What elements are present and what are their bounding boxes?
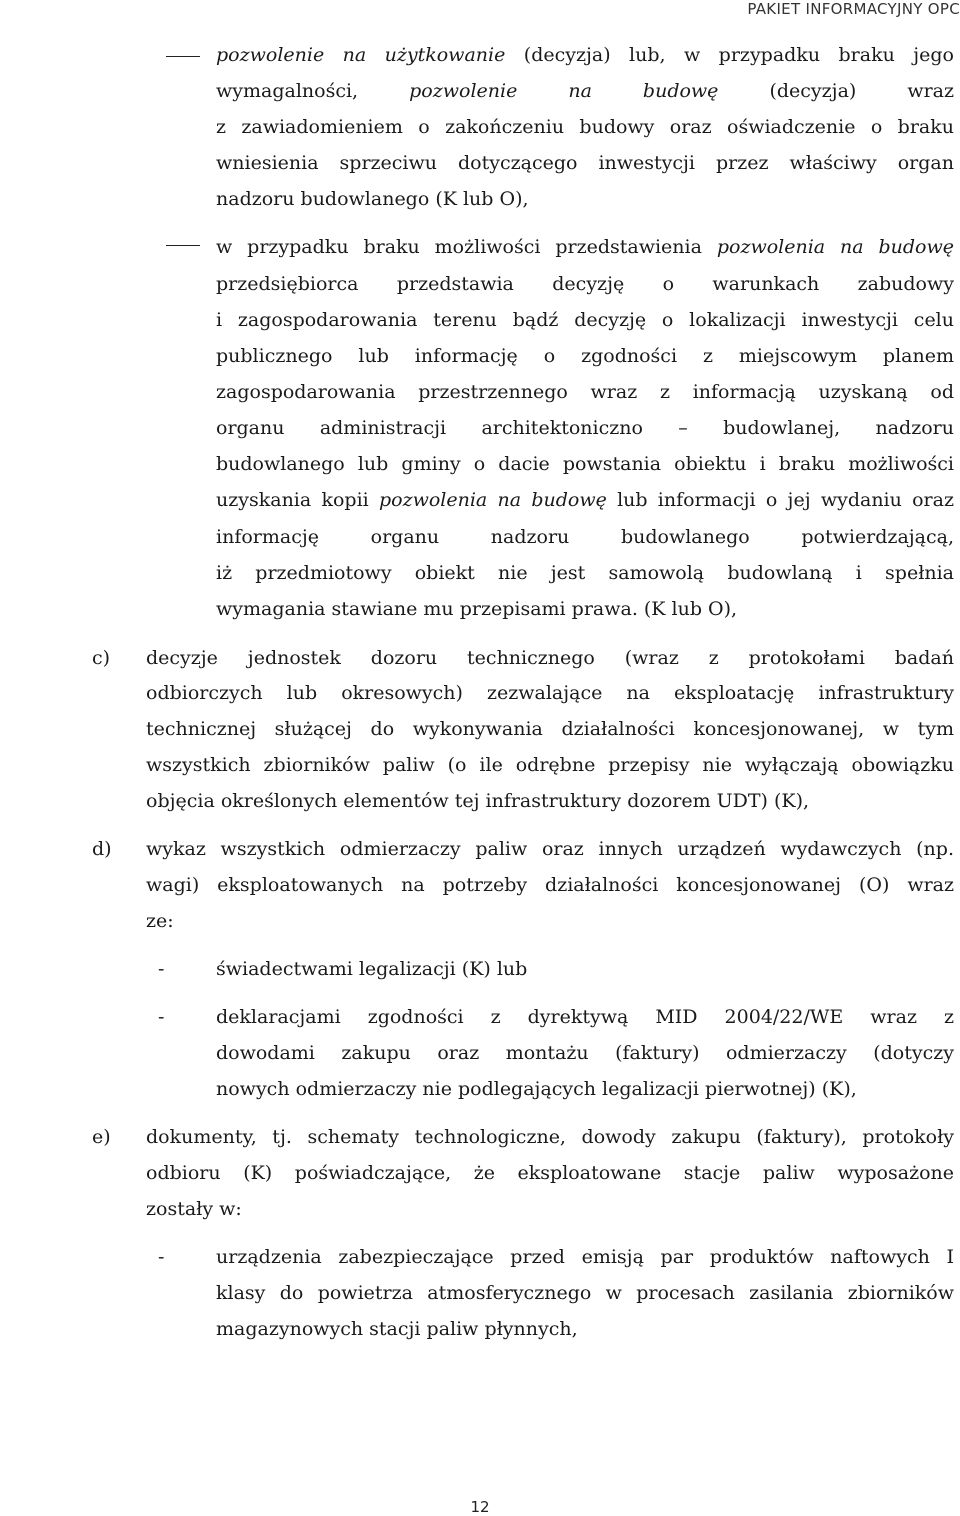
item-d-sub-2-line-2: dowodami zakupu oraz montażu (faktury) odmierzaczy (dotyczy: [216, 1042, 954, 1064]
text-em: pozwolenie na użytkowanie: [216, 44, 506, 66]
item-d-sub-1-line-1: świadectwami legalizacji (K) lub: [216, 958, 528, 980]
text-em: pozwolenia na budowę: [378, 489, 607, 511]
text: (decyzja) lub, w przypadku braku jego: [523, 44, 954, 66]
page-number: 12: [470, 1498, 490, 1516]
bullet-1-line-1: [216, 43, 954, 67]
bullet-2-line-10: iż przedmiotowy obiekt nie jest samowolą budowlaną i spełnia: [216, 562, 954, 584]
bullet-1-line-2: [216, 79, 954, 103]
bullet-1-line-4: wniesienia sprzeciwu dotyczącego inwestycji przez właściwy organ: [216, 152, 954, 174]
bullet-2-line-6: organu administracji architektoniczno – budowlanej, nadzoru: [216, 417, 954, 439]
dash-bullet-marker: [166, 245, 200, 246]
text: w przypadku braku możliwości przedstawienia: [216, 236, 702, 258]
item-d-sub-2-line-3: nowych odmierzaczy nie podlegających legalizacji pierwotnej) (K),: [216, 1078, 857, 1100]
text: lub informacji o jej wydaniu oraz: [617, 489, 954, 511]
item-e-line-3: zostały w:: [146, 1198, 242, 1220]
sub-bullet-marker: -: [158, 958, 165, 980]
item-c-line-4: wszystkich zbiorników paliw (o ile odrębne przepisy nie wyłączają obowiązku: [146, 754, 954, 776]
item-c-line-3: technicznej służącej do wykonywania działalności koncesjonowanej, w tym: [146, 718, 954, 740]
item-marker: c): [92, 647, 111, 669]
item-c-line-2: odbiorczych lub okresowych) zezwalające na eksploatację infrastruktury: [146, 682, 954, 704]
item-c-line-5: objęcia określonych elementów tej infrastruktury dozorem UDT) (K),: [146, 790, 810, 812]
text-em: pozwolenia na budowę: [716, 236, 954, 258]
sub-bullet-marker: -: [158, 1246, 165, 1268]
bullet-2-line-1: [216, 235, 954, 259]
text: uzyskania kopii: [216, 489, 369, 511]
item-c-line-1: decyzje jednostek dozoru technicznego (wraz z protokołami badań: [146, 647, 954, 669]
item-e-sub-1-line-1: urządzenia zabezpieczające przed emisją par produktów naftowych I: [216, 1246, 954, 1268]
document-header: [747, 0, 960, 18]
text-em: pozwolenie na budowę: [409, 80, 719, 102]
sub-bullet-marker: -: [158, 1006, 165, 1028]
item-d-line-2: wagi) eksploatowanych na potrzeby działalności koncesjonowanej (O) wraz: [146, 874, 954, 896]
bullet-2-line-4: publicznego lub informację o zgodności z miejscowym planem: [216, 345, 954, 367]
bullet-2-line-3: i zagospodarowania terenu bądź decyzję o lokalizacji inwestycji celu: [216, 309, 954, 331]
item-e-sub-1-line-2: klasy do powietrza atmosferycznego w procesach zasilania zbiorników: [216, 1282, 954, 1304]
bullet-2-line-2: przedsiębiorca przedstawia decyzję o warunkach zabudowy: [216, 273, 954, 295]
item-d-line-3: ze:: [146, 910, 174, 932]
header-title: PAKIET INFORMACYJNY OPC: [747, 0, 960, 18]
text: (decyzja) wraz: [769, 80, 955, 102]
item-e-line-1: dokumenty, tj. schematy technologiczne, dowody zakupu (faktury), protokoły: [146, 1126, 954, 1148]
item-e-line-2: odbioru (K) poświadczające, że eksploatowane stacje paliw wyposażone: [146, 1162, 954, 1184]
bullet-2-line-5: zagospodarowania przestrzennego wraz z informacją uzyskaną od: [216, 381, 954, 403]
bullet-1-line-3: z zawiadomieniem o zakończeniu budowy oraz oświadczenie o braku: [216, 116, 954, 138]
dash-bullet-marker: [166, 56, 200, 57]
bullet-2-line-9: informację organu nadzoru budowlanego potwierdzającą,: [216, 526, 954, 548]
item-marker: d): [92, 838, 112, 860]
bullet-1-line-5: nadzoru budowlanego (K lub O),: [216, 188, 529, 210]
bullet-2-line-11: wymagania stawiane mu przepisami prawa. (K lub O),: [216, 598, 738, 620]
item-e-sub-1-line-3: magazynowych stacji paliw płynnych,: [216, 1318, 578, 1340]
item-d-sub-2-line-1: deklaracjami zgodności z dyrektywą MID 2004/22/WE wraz z: [216, 1006, 954, 1028]
item-d-line-1: wykaz wszystkich odmierzaczy paliw oraz innych urządzeń wydawczych (np.: [146, 838, 954, 860]
bullet-2-line-8: [216, 488, 954, 512]
item-marker: e): [92, 1126, 111, 1148]
text: wymagalności,: [216, 80, 359, 102]
bullet-2-line-7: budowlanego lub gminy o dacie powstania obiektu i braku możliwości: [216, 453, 954, 475]
